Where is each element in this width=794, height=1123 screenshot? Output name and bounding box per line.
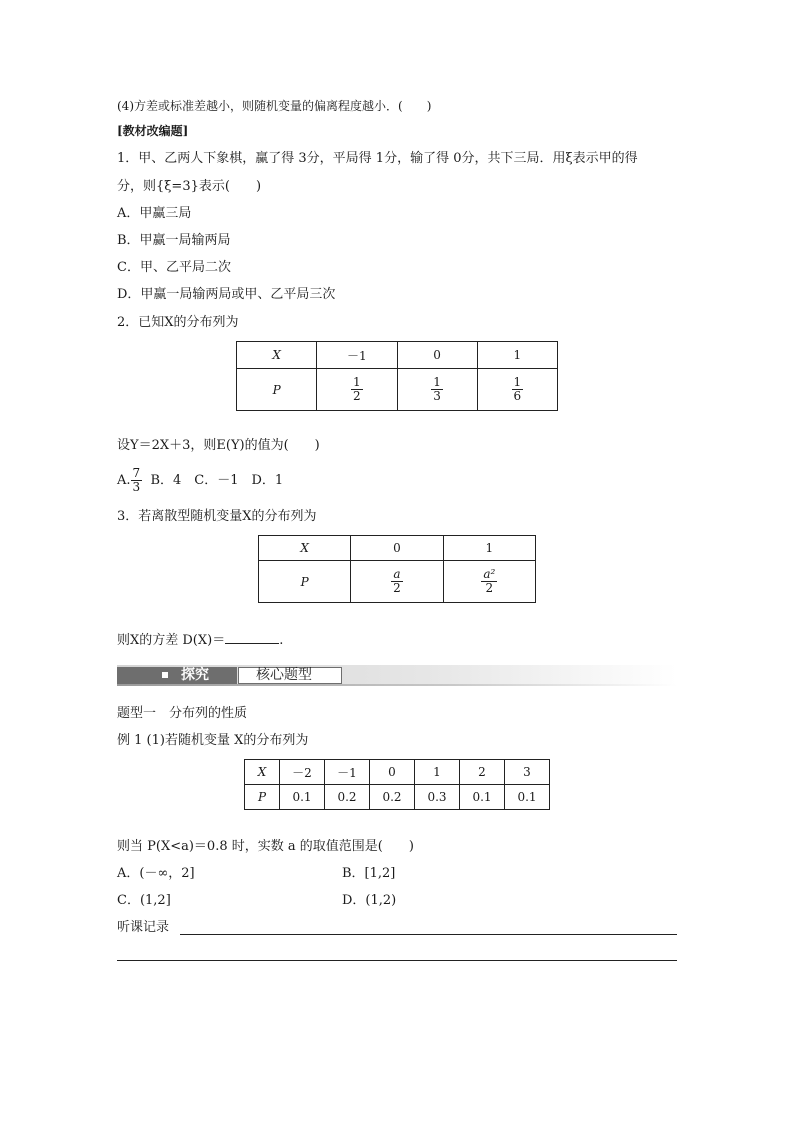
table-cell: 0 [397,342,477,369]
options-b-c-d: B．4 C．－1 D．1 [150,473,284,488]
table-cell: 0.2 [325,785,370,810]
statement-4-text: (4)方差或标准差越小，则随机变量的偏离程度越小． [117,99,399,113]
example1-intro: 例 1 (1)若随机变量 X的分布列为 [117,733,309,748]
example1-question: 则当 P(X<a)＝0.8 时，实数 a 的取值范围是( ) [117,839,414,854]
numerator: 1 [353,375,361,389]
option-a-label: A. [117,473,131,488]
statement-4 [117,97,431,115]
numerator: a [391,568,403,582]
banner-dark-block [117,667,237,684]
numerator: 1 [513,375,522,389]
table-cell: 3 [505,760,550,785]
table-header-row [259,536,536,561]
table-cell: P [245,785,280,810]
table-cell: 1 [477,342,557,369]
problem3-question-text: 则X的方差 D(X)＝ [117,633,226,648]
table-cell [351,561,443,603]
table-cell [477,369,557,411]
problem1-line2: 分，则{ξ=3}表示( ) [117,179,262,194]
fraction [512,376,524,403]
table-cell [443,561,535,603]
table-header-row [245,760,550,785]
problem2-options [117,466,283,496]
example1-option-c: C．(1,2] [117,893,171,908]
example1-option-a: A．(－∞，2] [117,866,195,881]
type1-title: 题型一 分布列的性质 [117,706,248,721]
fraction [391,568,403,595]
table-cell [397,369,477,411]
denominator: 3 [132,480,141,494]
denominator: 3 [433,389,441,403]
period: . [279,633,284,648]
table-cell: X [259,536,351,561]
table-cell: 0.1 [460,785,505,810]
banner-label-explore: 探究 [181,667,209,683]
fraction [431,376,443,403]
banner-underline [117,684,677,686]
fraction [481,568,497,595]
notes-line-2 [117,960,677,961]
table-cell: 0 [351,536,443,561]
table-row [245,785,550,810]
answer-parens: ( ) [398,99,432,113]
problem2-intro: 2．已知X的分布列为 [117,315,239,330]
table-header-row [237,342,558,369]
table-cell: 1 [443,536,535,561]
table-cell: 0.1 [280,785,325,810]
square-bullet-icon [162,672,168,678]
denominator: 2 [353,389,361,403]
section-heading-textbook: [教材改编题] [117,124,189,138]
notes-line-1 [180,934,677,935]
problem1-line1: 1．甲、乙两人下象棋，赢了得 3分，平局得 1分，输了得 0分，共下三局．用ξ表示甲的得 [117,151,638,166]
example1-option-d: D．(1,2) [342,893,397,908]
option-a-fraction [131,467,143,494]
example1-distribution-table [244,759,550,810]
fraction [351,376,363,403]
answer-blank [225,630,279,644]
problem1-option-b: B．甲赢一局输两局 [117,233,231,248]
numerator: 1 [433,375,441,389]
problem2-distribution-table [236,341,558,411]
denominator: 2 [393,581,401,595]
denominator: 6 [513,389,522,403]
table-cell: P [237,369,317,411]
table-cell: P [259,561,351,603]
banner-label-core-types: 核心题型 [256,667,312,683]
table-cell: 2 [460,760,505,785]
table-cell: X [245,760,280,785]
numerator: a² [483,567,496,581]
table-cell: 1 [415,760,460,785]
problem1-option-d: D．甲赢一局输两局或甲、乙平局三次 [117,287,336,302]
problem1-option-a: A．甲赢三局 [117,206,192,221]
problem3-question [117,630,283,650]
table-cell: －1 [325,760,370,785]
example1-option-b: B．[1,2] [342,866,396,881]
table-cell: 0.2 [370,785,415,810]
problem3-intro: 3．若离散型随机变量X的分布列为 [117,509,317,524]
section-banner [117,665,677,687]
problem2-question: 设Y＝2X＋3，则E(Y)的值为( ) [117,438,320,453]
table-cell: －1 [317,342,397,369]
table-row [237,369,558,411]
table-cell: －2 [280,760,325,785]
table-cell [317,369,397,411]
table-cell: 0.1 [505,785,550,810]
table-cell: X [237,342,317,369]
notes-label: 听课记录 [117,920,170,935]
problem3-distribution-table [258,535,536,603]
table-cell: 0.3 [415,785,460,810]
table-cell: 0 [370,760,415,785]
problem1-option-c: C．甲、乙平局二次 [117,260,231,275]
table-row [259,561,536,603]
numerator: 7 [132,466,141,480]
denominator: 2 [485,581,494,595]
